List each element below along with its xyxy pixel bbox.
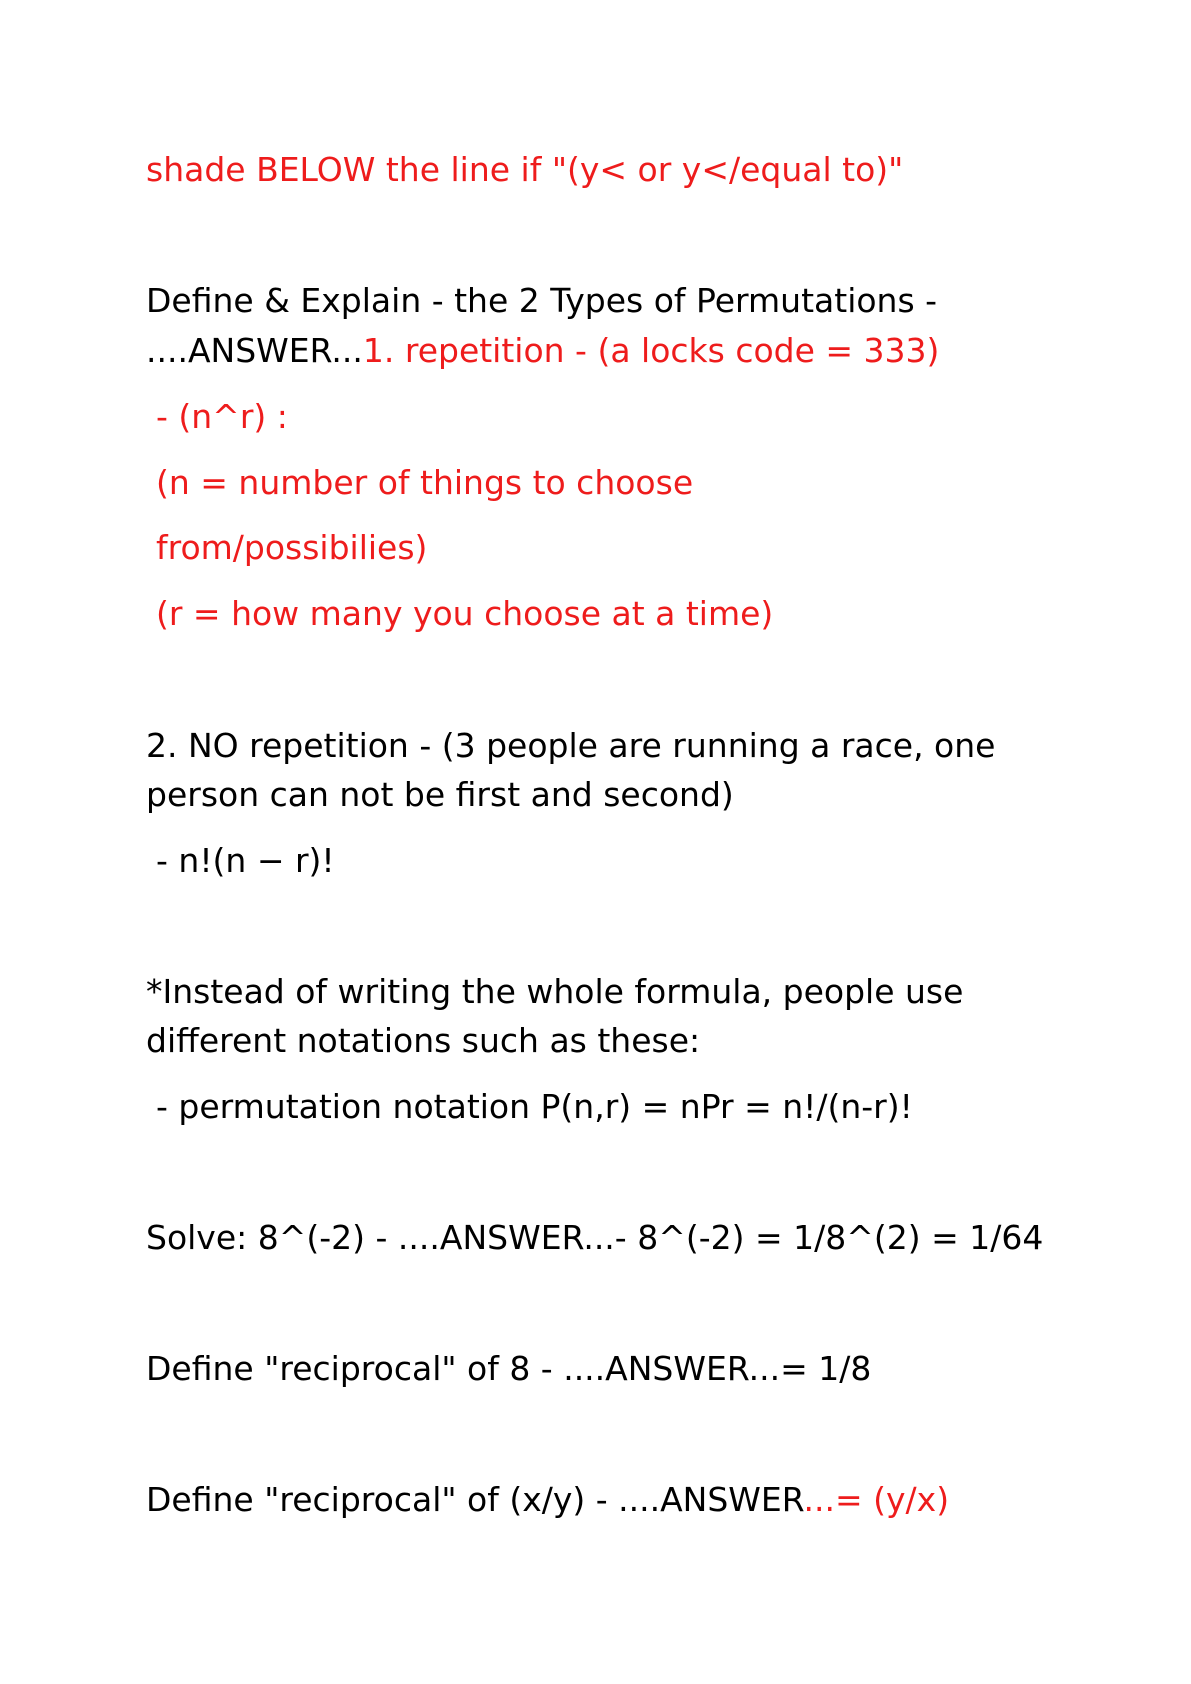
reciprocal-xy-question: Define "reciprocal" of (x/y) - ....ANSWER	[146, 1480, 804, 1519]
answer-prefix: ....ANSWER...	[146, 331, 363, 370]
shading-rule-text: shade BELOW the line if "(y< or y</equal to)"	[146, 150, 904, 189]
no-repetition-line1: 2. NO repetition - (3 people are running a race, one	[146, 726, 996, 765]
n-definition-line2: from/possibilies)	[156, 528, 428, 567]
repetition-formula: - (n^r) :	[156, 397, 288, 436]
n-definition-line1: (n = number of things to choose	[156, 463, 694, 502]
repetition-item: 1. repetition - (a locks code = 333)	[362, 331, 940, 370]
notation-note-line2: different notations such as these:	[146, 1021, 701, 1060]
solve-exponent-card: Solve: 8^(-2) - ....ANSWER...- 8^(-2) = 1/8^(2) = 1/64	[146, 1218, 1044, 1257]
r-definition: (r = how many you choose at a time)	[156, 594, 774, 633]
reciprocal-of-xy-card	[146, 1480, 949, 1520]
notation-note-line1: *Instead of writing the whole formula, people use	[146, 972, 964, 1011]
reciprocal-of-8-card: Define "reciprocal" of 8 - ....ANSWER...= 1/8	[146, 1349, 872, 1388]
permutations-answer-line	[146, 331, 939, 371]
reciprocal-xy-answer: ...= (y/x)	[803, 1480, 950, 1519]
permutation-notation: - permutation notation P(n,r) = nPr = n!/(n-r)!	[156, 1087, 913, 1126]
permutations-question: Define & Explain - the 2 Types of Permutations -	[146, 281, 938, 320]
no-repetition-formula: - n!(n − r)!	[156, 841, 335, 880]
no-repetition-line2: person can not be first and second)	[146, 775, 734, 814]
